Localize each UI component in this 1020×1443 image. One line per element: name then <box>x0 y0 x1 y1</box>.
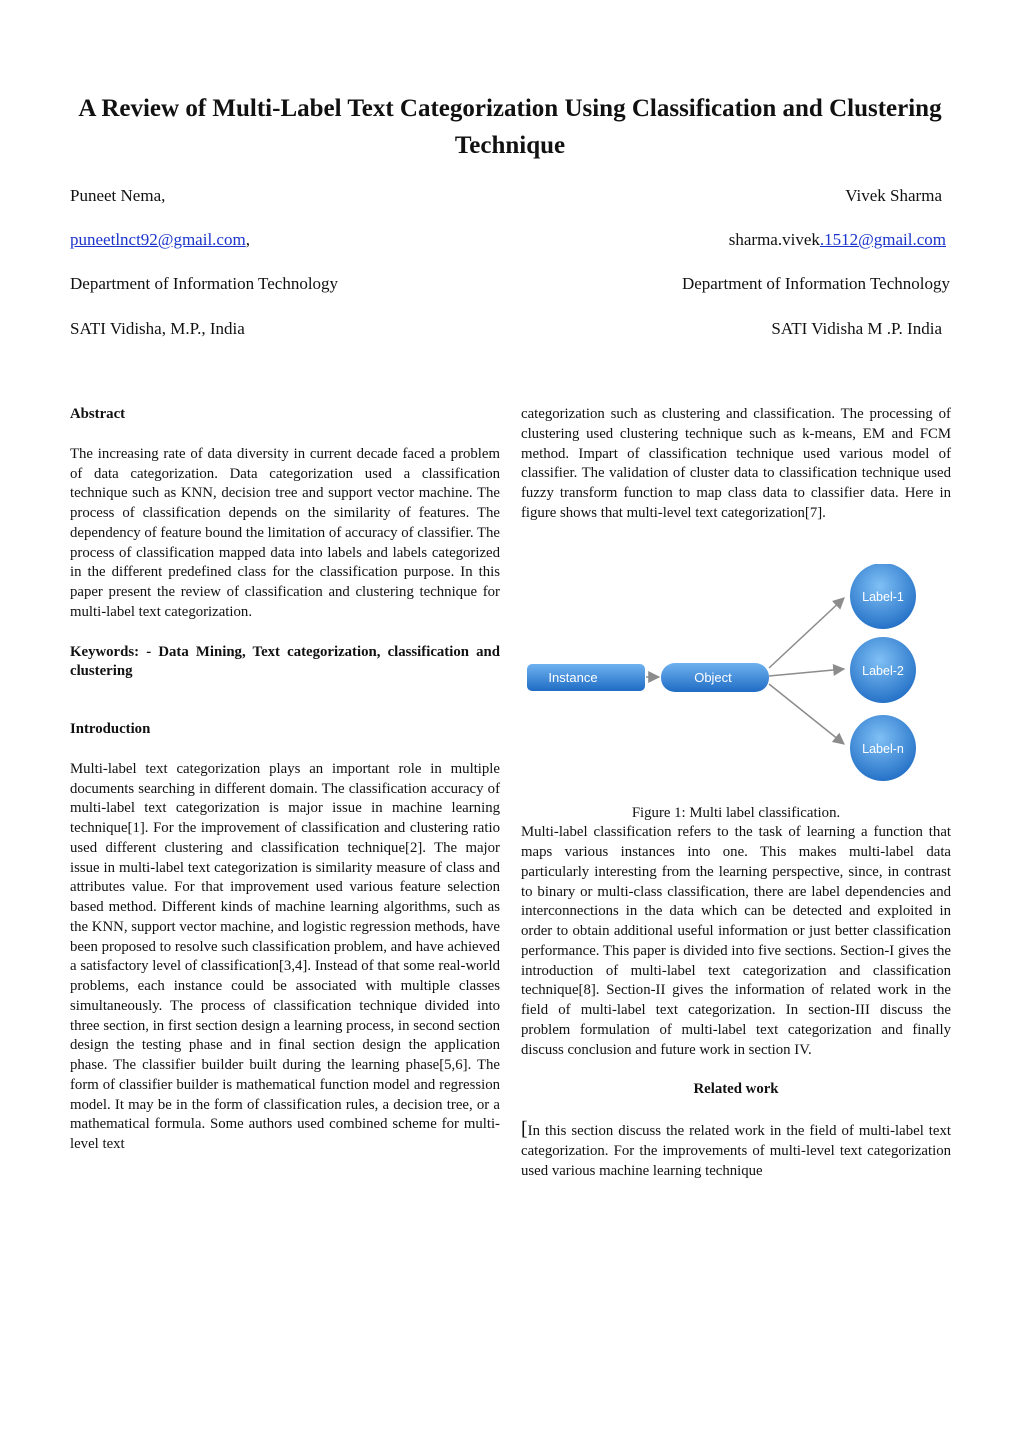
author-names-row <box>70 186 950 206</box>
author-departments-row <box>70 274 950 294</box>
multi-label-text: Multi-label classification refers to the task of learning a function that maps various instances into one. This makes multi-label data particularly interesting from the learning perspective, since, in contrast to binary or multi-class classification, there are label dependencies and interconnections in the data which can be detected and exploited in order to obtain additional useful information or just better classification performance. This paper is divided into five sections. Section-I gives the introduction of multi-label text categorization and classification technique[8]. Section-II gives the information of related work in the field of multi-label text categorization. In section-III discuss the problem formulation of multi-label text categorization and finally discuss conclusion and future work in section IV. <box>521 824 951 1058</box>
author-left-affiliation: SATI Vidisha, M.P., India <box>70 319 245 338</box>
abstract-heading: Abstract <box>70 406 126 422</box>
arrow-object-label1 <box>769 598 844 668</box>
author-right-email-prefix: sharma.vivek <box>728 230 820 249</box>
author-left-name: Puneet Nema, <box>70 186 166 205</box>
author-right-email-link[interactable]: .1512@gmail.com <box>819 230 946 249</box>
author-emails-row <box>70 230 950 250</box>
related-work-bracket: [ <box>521 1118 528 1140</box>
object-node-label: Object <box>694 669 732 685</box>
author-left-department: Department of Information Technology <box>70 274 339 293</box>
author-right-name: Vivek Sharma <box>845 186 942 205</box>
author-right-email-group <box>729 230 946 250</box>
author-affiliations-row <box>70 319 950 339</box>
labeln-node-label: Label-n <box>862 741 904 756</box>
related-work-text: In this section discuss the related work in the field of multi-label text categorization. For the improvements of multi-level text categorization used various machine learning technique <box>521 1123 951 1179</box>
introduction-text: Multi-label text categorization plays an important role in multiple documents searching in different domain. The classification accuracy of multi-label text categorization is major issue in machine learning technique[1]. For the improvement of classification and clustering ratio used different clustering and classification technique[2]. The major issue in multi-label text categorization is similarity measure of class and attributes value. For that improvement used various feature selection based method. Different kinds of machine learning algorithms, such as the KNN, support vector machine, and logistic regression methods, have been proposed to resolve such classification problem, and have achieved a satisfactory level of classification[3,4]. Instead of that some real-world problems, each instance could be associated with multiple classes simultaneously. The process of classification technique divided into three section, in first section design a learning process, in second section design the testing phase and in final section design the application phase. The classifier builder built during the learning phase[5,6]. The form of classifier builder is mathematical function model and regression model. It may be in the form of classification rules, a decision tree, or a mathematical formula. Some authors used combined scheme for multi-level text <box>70 760 500 1152</box>
author-left-email-link[interactable]: puneetlnct92@gmail.com <box>70 230 246 249</box>
author-right-department: Department of Information Technology <box>681 274 950 293</box>
instance-node-label: Instance <box>548 669 598 685</box>
keywords: Keywords: - Data Mining, Text categorization, classification and clustering <box>70 643 500 680</box>
label1-node-label: Label-1 <box>862 589 904 604</box>
intro-continuation-text: categorization such as clustering and classification. The processing of clustering used clustering technique such as k-means, EM and FCM method. Impart of classification technique used various model of classifier. The validation of cluster data to classification technique used fuzzy transform function to map class data to classifier data. Here in figure shows that multi-level text categorization[7]. <box>521 406 951 521</box>
left-column <box>70 405 500 1155</box>
introduction-heading: Introduction <box>70 721 151 737</box>
paper-title: A Review of Multi-Label Text Categorization Using Classification and Clustering Technique <box>78 95 942 159</box>
author-right-affiliation: SATI Vidisha M .P. India <box>771 319 942 338</box>
multi-label-diagram <box>521 564 951 814</box>
right-column <box>521 405 951 1181</box>
related-work-heading: Related work <box>693 1081 779 1098</box>
author-left-email-group <box>70 230 250 250</box>
author-left-email-suffix: , <box>245 230 250 249</box>
figure-caption: Figure 1: Multi label classification. <box>631 804 841 821</box>
arrow-object-labeln <box>769 684 844 744</box>
related-work-paragraph <box>521 1120 951 1181</box>
arrow-object-label2 <box>769 669 844 676</box>
label2-node-label: Label-2 <box>862 663 904 678</box>
abstract-text: The increasing rate of data diversity in current decade faced a problem of data categorization. Data categorization used a classification technique such as KNN, decision tree and support vector machine. The process of classification depends on the similarity of features. The dependency of feature bound the limitation of accuracy of classifier. The process of classification mapped data into labels and labels categorized in the different predefined class for the classification purpose. In this paper present the review of classification and clustering technique for multi-label text categorization. <box>70 445 500 620</box>
